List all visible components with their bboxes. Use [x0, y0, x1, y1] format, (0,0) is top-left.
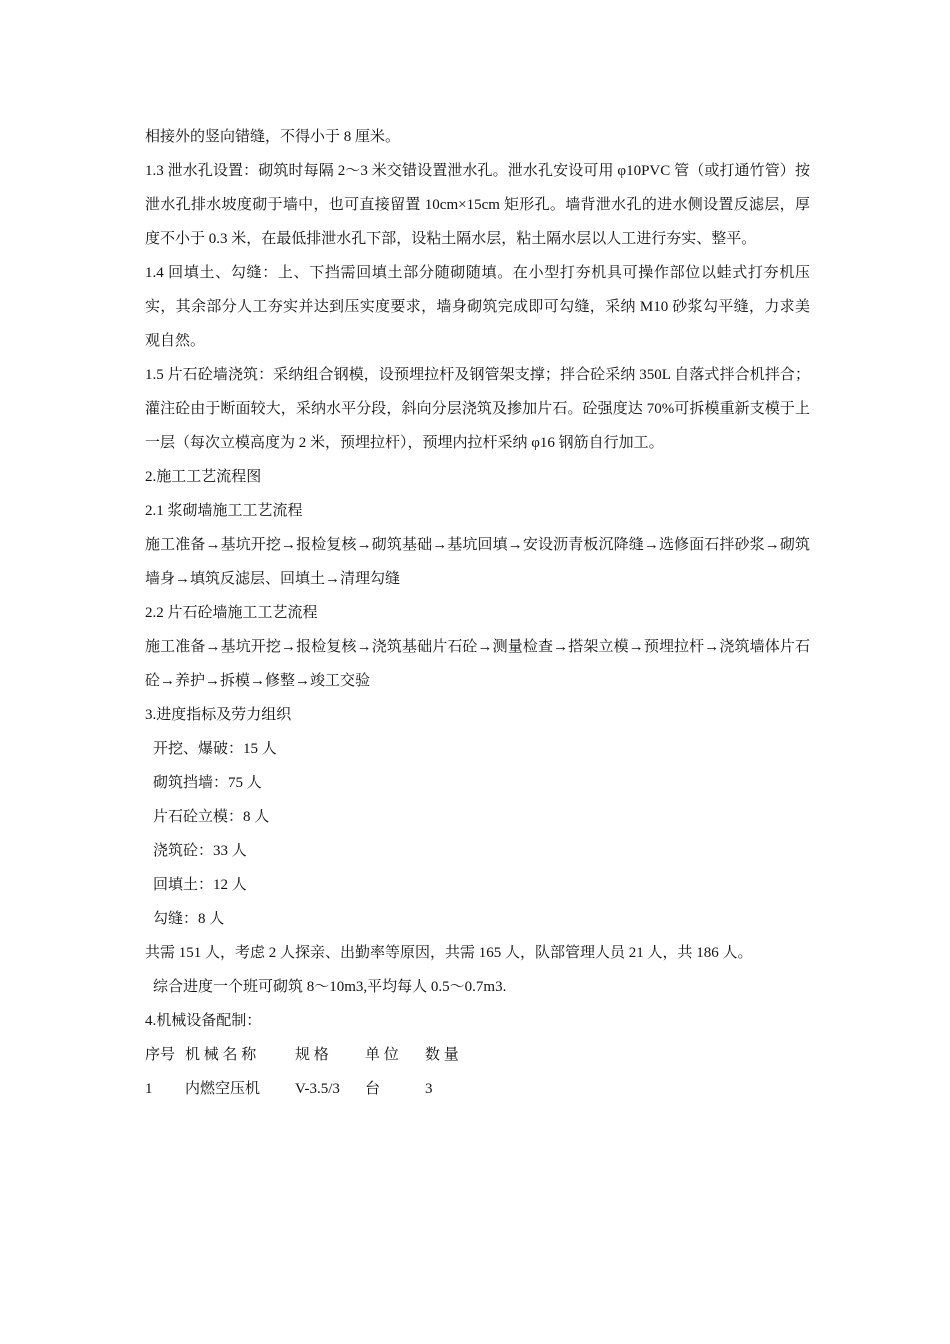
continuation-line: 相接外的竖向错缝，不得小于 8 厘米。: [145, 129, 401, 145]
col-header-name: 机 械 名 称: [185, 1047, 257, 1063]
staff-item: 回填土：12 人: [153, 877, 247, 893]
col-header-qty: 数 量: [425, 1047, 459, 1063]
section-1-4-backfill: 1.4 回填土、勾缝：上、下挡需回填土部分随砌随填。在小型打夯机具可操作部位以蛙式打夯机压实，其余部分人工夯实并达到压实度要求，墙身砌筑完成即可勾缝，采纳 M10 砂浆勾平缝，力求美观自然。: [145, 265, 810, 349]
cell-unit: 台: [365, 1081, 381, 1097]
cell-no: 1: [145, 1081, 153, 1097]
col-header-unit: 单 位: [365, 1047, 399, 1063]
staff-total: 共需 151 人，考虑 2 人探亲、出勤率等原因，共需 165 人，队部管理人员 21 人，共 186 人。: [145, 945, 753, 961]
section-1-5-concrete-wall: 1.5 片石砼墙浇筑：采纳组合钢模，设预埋拉杆及钢管架支撑；拌合砼采纳 350L 自落式拌合机拌合；灌注砼由于断面较大，采纳水平分段，斜向分层浇筑及掺加片石。砼强度达 70%可拆模重新支模于上一层（每次立模高度为 2 米，预埋拉杆），预埋内拉杆采纳 φ16 钢筋自行加工。: [145, 367, 810, 451]
flow-concrete-wall: 施工准备→基坑开挖→报检复核→浇筑基础片石砼→测量检查→搭架立模→预埋拉杆→浇筑墙体片石砼→养护→拆模→修整→竣工交验: [145, 639, 810, 689]
progress-summary: 综合进度一个班可砌筑 8～10m3,平均每人 0.5～0.7m3.: [153, 979, 507, 995]
staff-item: 片石砼立模：8 人: [153, 809, 270, 825]
section-3-heading: 3.进度指标及劳力组织: [145, 707, 292, 723]
table-row: [145, 1072, 810, 1106]
cell-qty: 3: [425, 1081, 433, 1097]
col-header-no: 序号: [145, 1047, 176, 1063]
section-4-heading: 4.机械设备配制：: [145, 1013, 262, 1029]
document-body: [145, 120, 810, 1106]
section-2-2-heading: 2.2 片石砼墙施工工艺流程: [145, 605, 318, 621]
section-2-1-heading: 2.1 浆砌墙施工工艺流程: [145, 503, 303, 519]
cell-name: 内燃空压机: [185, 1081, 261, 1097]
section-1-3-weep-holes: 1.3 泄水孔设置：砌筑时每隔 2～3 米交错设置泄水孔。泄水孔安设可用 φ10PVC 管（或打通竹管）按泄水孔排水坡度砌于墙中，也可直接留置 10cm×15cm 矩形孔。墙背泄水孔的进水侧设置反滤层，厚度不小于 0.3 米，在最低排泄水孔下部，设粘土隔水层，粘土隔水层以人工进行夯实、整平。: [145, 163, 810, 247]
staff-item: 开挖、爆破：15 人: [153, 741, 277, 757]
staff-item: 砌筑挡墙：75 人: [153, 775, 262, 791]
cell-spec: V-3.5/3: [295, 1081, 340, 1097]
flow-masonry-wall: 施工准备→基坑开挖→报检复核→砌筑基础→基坑回填→安设沥青板沉降缝→选修面石拌砂浆→砌筑墙身→填筑反滤层、回填土→清理勾缝: [145, 537, 810, 587]
staff-item: 勾缝：8 人: [153, 911, 225, 927]
col-header-spec: 规 格: [295, 1047, 329, 1063]
table-header-row: [145, 1038, 810, 1072]
section-2-heading: 2.施工工艺流程图: [145, 469, 262, 485]
equipment-table: [145, 1038, 810, 1106]
staff-item: 浇筑砼：33 人: [153, 843, 247, 859]
